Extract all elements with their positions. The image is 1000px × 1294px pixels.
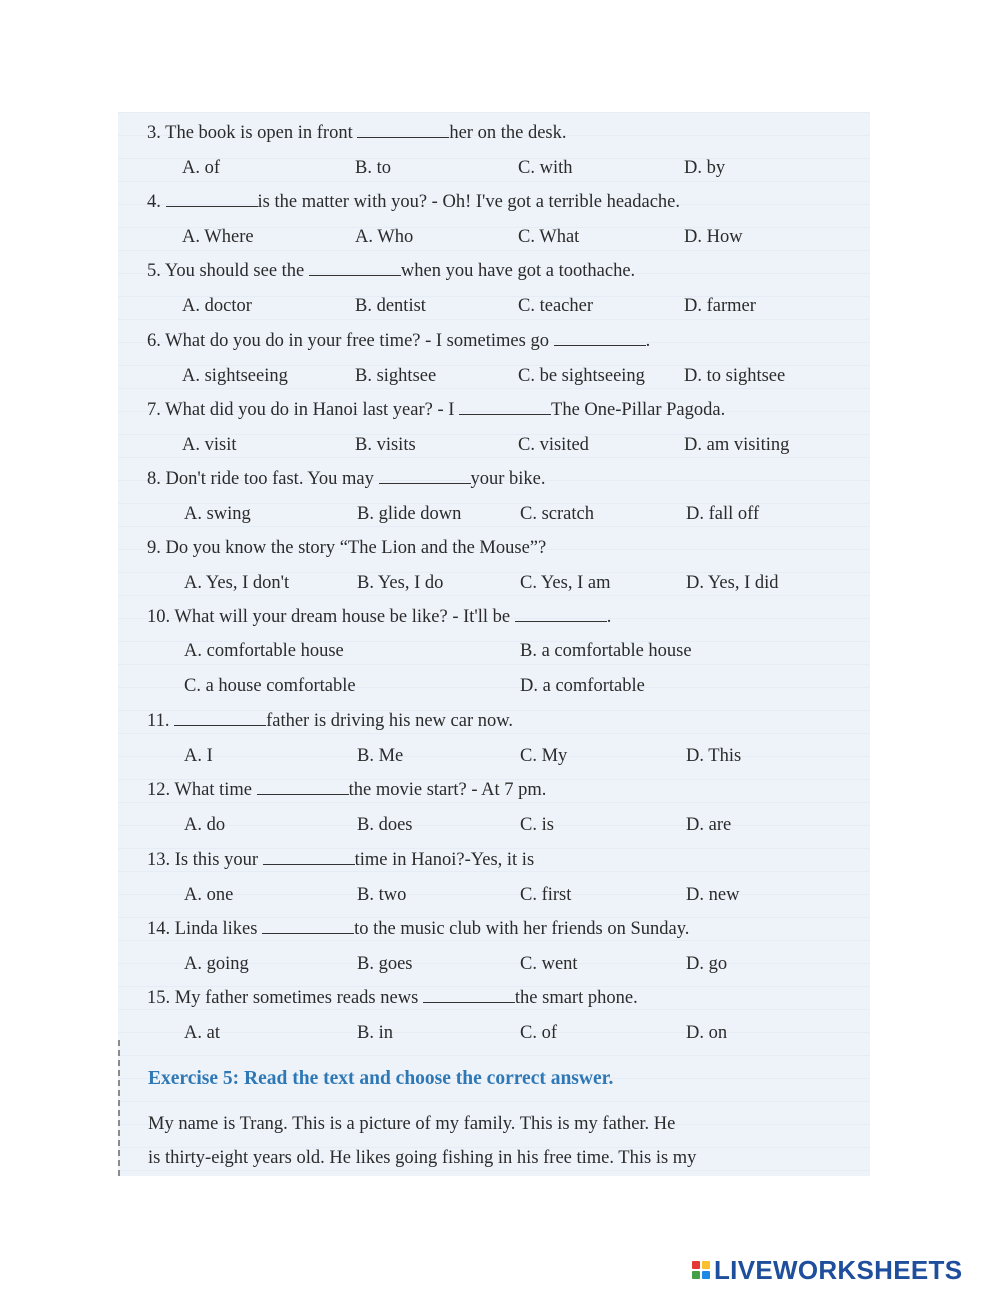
logo-square [692, 1261, 700, 1269]
question-stem [147, 779, 546, 801]
answer-blank[interactable] [174, 711, 266, 726]
question-text: 11. [147, 711, 175, 731]
answer-option[interactable]: B. does [357, 815, 413, 835]
question-text-end: The One-Pillar Pagoda. [551, 400, 726, 420]
answer-blank[interactable] [515, 607, 607, 622]
perforation-edge [118, 1040, 120, 1176]
answer-option[interactable]: A. Who [355, 227, 414, 247]
answer-option[interactable]: C. of [520, 1023, 557, 1043]
question-text: 9. Do you know the story “The Lion and the Mouse”? [147, 538, 547, 558]
answer-option[interactable]: C. What [518, 227, 580, 247]
answer-option[interactable]: D. fall off [686, 504, 760, 524]
answer-option[interactable]: C. a house comfortable [184, 676, 356, 696]
answer-option[interactable]: D. go [686, 954, 728, 974]
question-stem [147, 537, 546, 559]
answer-option[interactable]: D. This [686, 746, 742, 766]
answer-blank[interactable] [309, 261, 401, 276]
answer-option[interactable]: A. at [184, 1023, 220, 1043]
answer-option[interactable]: A. going [184, 954, 249, 974]
answer-option[interactable]: D. farmer [684, 296, 756, 316]
question-text-end: the smart phone. [514, 988, 638, 1008]
question-text: 6. What do you do in your free time? - I sometimes go [147, 331, 554, 351]
question-text-end: time in Hanoi?-Yes, it is [354, 850, 535, 870]
answer-option[interactable]: D. are [686, 815, 732, 835]
question-text: 8. Don't ride too fast. You may [147, 469, 379, 489]
answer-blank[interactable] [262, 919, 354, 934]
question-stem [147, 918, 689, 940]
answer-option[interactable]: A. Yes, I don't [184, 573, 290, 593]
question-stem [147, 468, 546, 490]
answer-option[interactable]: A. do [184, 815, 226, 835]
question-stem [147, 122, 566, 144]
answer-option[interactable]: D. on [686, 1023, 728, 1043]
answer-option[interactable]: D. a comfortable [520, 676, 645, 696]
exercise5-heading: Exercise 5: Read the text and choose the correct answer. [148, 1068, 614, 1089]
question-text: 13. Is this your [147, 850, 263, 870]
answer-option[interactable]: D. new [686, 885, 740, 905]
question-stem [147, 191, 680, 213]
answer-option[interactable]: B. glide down [357, 504, 462, 524]
question-stem [147, 987, 638, 1009]
question-text-end: is the matter with you? - Oh! I've got a terrible headache. [257, 192, 681, 212]
question-text-end: . [645, 331, 651, 351]
question-text-end: father is driving his new car now. [266, 711, 514, 731]
question-text: 7. What did you do in Hanoi last year? - I [147, 400, 460, 420]
question-text: 5. You should see the [147, 261, 309, 281]
question-text: 14. Linda likes [147, 919, 263, 939]
answer-option[interactable]: A. swing [184, 504, 251, 524]
question-text-end: when you have got a toothache. [400, 261, 636, 281]
answer-blank[interactable] [554, 331, 646, 346]
answer-option[interactable]: A. of [182, 158, 221, 178]
answer-option[interactable]: D. How [684, 227, 743, 247]
logo-square [702, 1271, 710, 1279]
answer-option[interactable]: A. sightseeing [182, 366, 288, 386]
answer-option[interactable]: B. a comfortable house [520, 641, 692, 661]
answer-option[interactable]: C. Yes, I am [520, 573, 611, 593]
liveworksheets-logo[interactable] [692, 1256, 962, 1284]
answer-blank[interactable] [263, 850, 355, 865]
question-stem [147, 330, 650, 352]
answer-option[interactable]: C. with [518, 158, 573, 178]
answer-option[interactable]: A. I [184, 746, 213, 766]
answer-option[interactable]: C. first [520, 885, 572, 905]
question-text: 15. My father sometimes reads news [147, 988, 423, 1008]
answer-option[interactable]: B. Yes, I do [357, 573, 444, 593]
answer-option[interactable]: C. went [520, 954, 578, 974]
answer-blank[interactable] [166, 192, 258, 207]
answer-option[interactable]: B. goes [357, 954, 413, 974]
question-text: 4. [147, 192, 166, 212]
answer-option[interactable]: B. visits [355, 435, 416, 455]
answer-option[interactable]: B. two [357, 885, 407, 905]
answer-option[interactable]: C. My [520, 746, 568, 766]
question-text: 3. The book is open in front [147, 123, 358, 143]
answer-option[interactable]: A. doctor [182, 296, 252, 316]
answer-option[interactable]: C. scratch [520, 504, 594, 524]
question-stem [147, 606, 611, 628]
question-text-end: the movie start? - At 7 pm. [348, 780, 547, 800]
answer-option[interactable]: B. to [355, 158, 391, 178]
question-text: 12. What time [147, 780, 257, 800]
brand-name: LIVEWORKSHEETS [714, 1254, 963, 1285]
answer-option[interactable]: B. sightsee [355, 366, 437, 386]
answer-option[interactable]: B. dentist [355, 296, 426, 316]
question-text-end: her on the desk. [449, 123, 567, 143]
answer-option[interactable]: A. Where [182, 227, 254, 247]
logo-square [702, 1261, 710, 1269]
question-stem [147, 260, 635, 282]
question-stem [147, 710, 513, 732]
question-stem [147, 399, 725, 421]
answer-option[interactable]: D. by [684, 158, 726, 178]
answer-option[interactable]: C. visited [518, 435, 589, 455]
exercise5-paragraph-line: My name is Trang. This is a picture of my family. This is my father. He [148, 1114, 676, 1134]
answer-option[interactable]: A. visit [182, 435, 237, 455]
question-text: 10. What will your dream house be like? - It'll be [147, 607, 515, 627]
answer-blank[interactable] [379, 469, 471, 484]
answer-option[interactable]: D. Yes, I did [686, 573, 779, 593]
question-stem [147, 849, 534, 871]
logo-square [692, 1271, 700, 1279]
answer-option[interactable]: C. be sightseeing [518, 366, 645, 386]
answer-option[interactable]: A. one [184, 885, 234, 905]
answer-option[interactable]: A. comfortable house [184, 641, 344, 661]
answer-option[interactable]: C. teacher [518, 296, 593, 316]
question-text-end: your bike. [470, 469, 546, 489]
answer-option[interactable]: D. to sightsee [684, 366, 786, 386]
answer-blank[interactable] [357, 123, 449, 138]
answer-option[interactable]: C. is [520, 815, 554, 835]
question-text-end: to the music club with her friends on Sunday. [354, 919, 690, 939]
answer-option[interactable]: D. am visiting [684, 435, 790, 455]
answer-blank[interactable] [257, 780, 349, 795]
answer-option[interactable]: B. in [357, 1023, 393, 1043]
answer-blank[interactable] [459, 400, 551, 415]
answer-option[interactable]: B. Me [357, 746, 404, 766]
exercise5-paragraph-line: is thirty-eight years old. He likes going fishing in his free time. This is my [148, 1148, 697, 1168]
liveworksheets-mark-icon [692, 1261, 710, 1279]
question-text-end: . [606, 607, 612, 627]
answer-blank[interactable] [423, 988, 515, 1003]
